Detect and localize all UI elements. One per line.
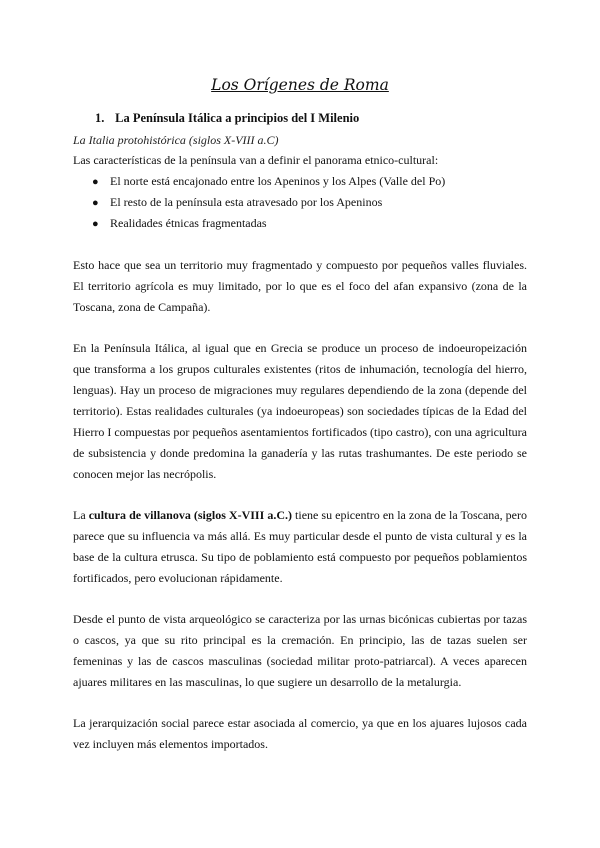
villanova-culture-term: cultura de villanova (siglos X-VIII a.C.) [88,508,292,522]
list-item [92,213,267,235]
section-heading-text: La Península Itálica a principios del I Milenio [115,111,360,125]
document-title: Los Orígenes de Roma [211,76,389,94]
paragraph-villanova-lead: La [73,508,86,522]
list-item [92,192,382,214]
list-item-text: El resto de la península esta atravesado por los Apeninos [110,195,383,209]
paragraph-hierarchy: La jerarquización social parece estar asociada al comercio, ya que en los ajuares lujosos cada vez incluyen más elementos importados. [73,716,527,751]
bullet-icon: ● [92,197,99,209]
section-heading [95,111,359,126]
paragraph-archaeology: Desde el punto de vista arqueológico se caracteriza por las urnas bicónicas cubiertas por tazas o cascos, ya que su rito principal es la cremación. En principio, las de tazas suelen ser femeninas y las de cascos masculinas (sociedad militar proto-patriarcal). A veces aparecen ajuares militares en las masculinas, lo que sugiere un desarrollo de la metalurgia. [73,612,527,689]
list-item-text: Realidades étnicas fragmentadas [110,216,267,230]
paragraph-indoeuropeizacion: En la Península Itálica, al igual que en Grecia se produce un proceso de indoeuropeización que transforma a los grupos culturales existentes (ritos de inhumación, tecnología del hierro, lenguas). Hay un proceso de migraciones muy regulares dependiendo de la zona (depende del territorio). Estas realidades culturales (ya indoeuropeas) son sociedades típicas de la Edad del Hierro I compuestas por pequeños asentamientos fortificados (tipo castro), con una agricultura de subsistencia y donde predomina la ganadería y las rutas trashumantes. De este periodo se conocen mejor las necrópolis. [73,341,527,481]
list-item [92,171,445,193]
subheading: La Italia protohistórica (siglos X-VIII a.C) [73,133,279,147]
section-number: 1. [95,111,105,125]
paragraph-territory: Esto hace que sea un territorio muy fragmentado y compuesto por pequeños valles fluviales. El territorio agrícola es muy limitado, por lo que es el foco del afan expansivo (zona de la Toscana, zona de Campaña). [73,258,527,314]
paragraph-villanova [73,505,527,589]
intro-text: Las características de la península van a definir el panorama etnico-cultural: [73,153,439,167]
paragraph-villanova-rest: tiene su epicentro en la zona de la Toscana, pero parece que su influencia va más allá. Es muy particular desde el punto de vista cultural y es la base de la cultura etrusca. Su tipo de poblamiento está compuesto por pequeños poblamientos fortificados, pero evolucionan rápidamente. [73,508,528,585]
bullet-icon: ● [92,218,99,230]
bullet-icon: ● [92,176,99,188]
list-item-text: El norte está encajonado entre los Apeninos y los Alpes (Valle del Po) [110,174,446,188]
